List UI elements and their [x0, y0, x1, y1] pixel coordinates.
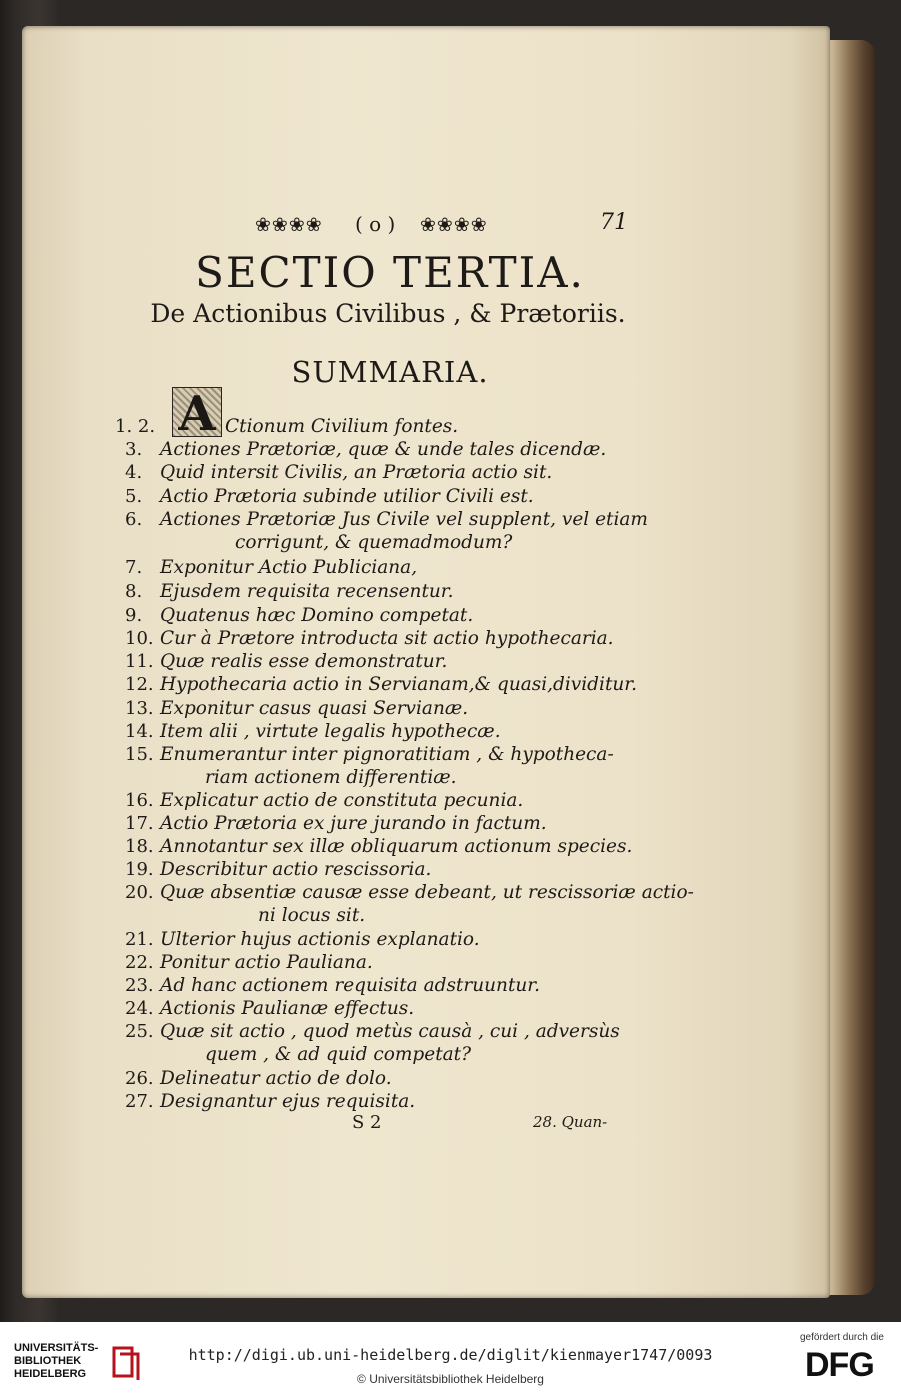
entry-number: 16. — [125, 790, 154, 811]
entry-text: Ulterior hujus actionis explanatio. — [160, 929, 480, 950]
entry-text: Actio Prætoria subinde utilior Civili est. — [160, 486, 534, 507]
entry-number: 21. — [125, 929, 154, 950]
entry-text: Quæ realis esse demonstratur. — [160, 651, 448, 672]
entry-text: Exponitur casus quasi Servianæ. — [160, 698, 469, 719]
header-label: ( o ) — [355, 212, 396, 236]
entry-text: Quatenus hæc Domino competat. — [160, 605, 474, 626]
entry-number: 5. — [125, 486, 143, 507]
entry-text-continuation: quem , & ad quid competat? — [205, 1044, 472, 1065]
entry-number: 11. — [125, 651, 154, 672]
entry-text-continuation: corrigunt, & quemadmodum? — [235, 532, 513, 553]
entry-number: 26. — [125, 1068, 154, 1089]
entry-number: 12. — [125, 674, 154, 695]
viewer-footer — [0, 1322, 901, 1395]
entry-number: 27. — [125, 1091, 154, 1112]
entry-text: Actiones Prætoriæ, quæ & unde tales dicendæ. — [160, 439, 607, 460]
entry-number: 25. — [125, 1021, 154, 1042]
header-ornament-left: ❀❀❀❀ — [255, 214, 323, 236]
entry-number: 18. — [125, 836, 154, 857]
catchword: 28. Quan- — [533, 1113, 608, 1131]
entry-number: 8. — [125, 581, 143, 602]
entry-number: 9. — [125, 605, 143, 626]
entry-text: Ctionum Civilium fontes. — [225, 416, 459, 437]
entry-text: Quæ absentiæ causæ esse debeant, ut rescissoriæ actio- — [160, 882, 694, 903]
entry-text: Explicatur actio de constituta pecunia. — [160, 790, 524, 811]
entry-number: 23. — [125, 975, 154, 996]
entry-text: Item alii , virtute legalis hypothecæ. — [160, 721, 501, 742]
entry-number: 17. — [125, 813, 154, 834]
entry-number: 14. — [125, 721, 154, 742]
dfg-logo[interactable]: DFG — [805, 1346, 874, 1384]
entry-text: Designantur ejus requisita. — [160, 1091, 416, 1112]
entry-text: Cur à Prætore introducta sit actio hypothecaria. — [160, 628, 614, 649]
section-subtitle: De Actionibus Civilibus , & Prætoriis. — [150, 299, 626, 328]
entry-text: Quæ sit actio , quod metùs causà , cui , adversùs — [160, 1021, 620, 1042]
entry-text: Ejusdem requisita recensentur. — [160, 581, 454, 602]
entry-number: 1. 2. — [115, 416, 156, 437]
entry-text: Ad hanc actionem requisita adstruuntur. — [160, 975, 540, 996]
entry-text: Actio Prætoria ex jure jurando in factum. — [160, 813, 547, 834]
entry-number: 10. — [125, 628, 154, 649]
header-ornament-right: ❀❀❀❀ — [420, 214, 488, 236]
entry-number: 19. — [125, 859, 154, 880]
entry-text: Hypothecaria actio in Servianam,& quasi,dividitur. — [160, 674, 637, 695]
entry-number: 24. — [125, 998, 154, 1019]
drop-cap-letter: A — [178, 386, 216, 442]
copyright-notice: © Universitätsbibliothek Heidelberg — [357, 1372, 544, 1386]
entry-number: 15. — [125, 744, 154, 765]
entry-number: 13. — [125, 698, 154, 719]
section-title: SECTIO TERTIA. — [195, 248, 585, 297]
entry-number: 3. — [125, 439, 143, 460]
entry-text: Actiones Prætoriæ Jus Civile vel supplent, vel etiam — [160, 509, 648, 530]
entry-number: 22. — [125, 952, 154, 973]
permalink-url[interactable]: http://digi.ub.uni-heidelberg.de/diglit/kienmayer1747/0093 — [188, 1346, 713, 1364]
summaria-heading: SUMMARIA. — [291, 355, 489, 389]
library-name: UNIVERSITÄTS- BIBLIOTHEK HEIDELBERG — [14, 1342, 99, 1380]
entry-text: Delineatur actio de dolo. — [160, 1068, 392, 1089]
entry-text: Quid intersit Civilis, an Prætoria actio sit. — [160, 462, 553, 483]
entry-number: 20. — [125, 882, 154, 903]
entry-text: Exponitur Actio Publiciana, — [160, 557, 418, 578]
entry-number: 4. — [125, 462, 143, 483]
entry-text-continuation: ni locus sit. — [258, 905, 366, 926]
entry-number: 7. — [125, 557, 143, 578]
entry-text-continuation: riam actionem differentiæ. — [205, 767, 457, 788]
page-number: 71 — [600, 210, 628, 235]
entry-text: Annotantur sex illæ obliquarum actionum species. — [160, 836, 633, 857]
funding-note: gefördert durch die — [800, 1332, 884, 1343]
entry-text: Actionis Paulianæ effectus. — [160, 998, 415, 1019]
signature-mark: S 2 — [352, 1112, 382, 1133]
entry-number: 6. — [125, 509, 143, 530]
entry-text: Enumerantur inter pignoratitiam , & hypotheca- — [160, 744, 614, 765]
entry-text: Ponitur actio Pauliana. — [160, 952, 373, 973]
entry-text: Describitur actio rescissoria. — [160, 859, 432, 880]
